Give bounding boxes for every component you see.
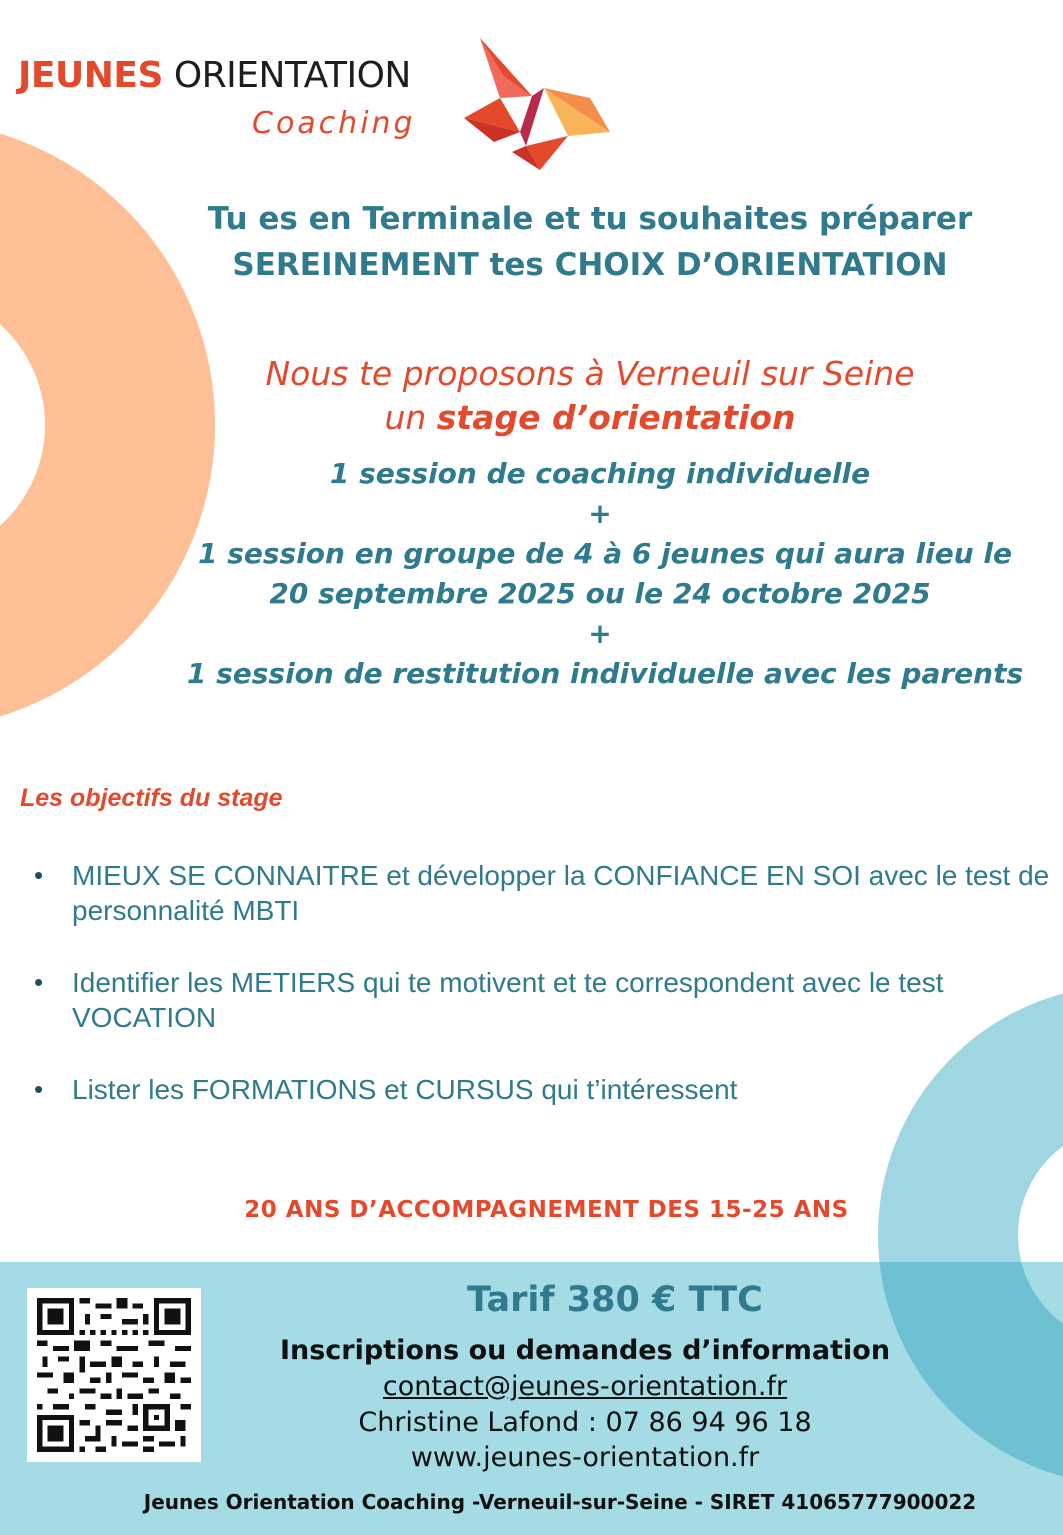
plus-2: + (588, 617, 612, 650)
objectives-title: Les objectifs du stage (20, 784, 283, 812)
headline-line2: SEREINEMENT tes CHOIX D’ORIENTATION (232, 247, 948, 283)
offer-line2 (130, 396, 1050, 440)
session-2-line2: 20 septembre 2025 ou le 24 octobre 2025 (269, 577, 931, 610)
objective-item: • MIEUX SE CONNAITRE et développer la CONFIANCE EN SOI avec le test de personnalité MBTI (30, 858, 1050, 928)
offer-line2-prefix: un (384, 398, 437, 437)
qr-code-icon[interactable] (37, 1298, 191, 1452)
session-3: 1 session de restitution individuelle avec les parents (186, 657, 1024, 690)
tagline: 20 ANS D’ACCOMPAGNEMENT DES 15-25 ANS (244, 1197, 849, 1223)
objective-item: • Identifier les METIERS qui te motivent et te correspondent avec le test VOCATION (30, 965, 1050, 1035)
email-link[interactable]: contact@jeunes-orientation.fr (382, 1371, 788, 1402)
offer-emphasis: stage d’orientation (436, 398, 796, 437)
logo-orientation: ORIENTATION (162, 55, 411, 96)
offer-line1: Nous te proposons à Verneuil sur Seine (265, 354, 915, 393)
session-2-line1: 1 session en groupe de 4 à 6 jeunes qui aura lieu le (197, 537, 1012, 570)
inscriptions-title: Inscriptions ou demandes d’information (279, 1335, 891, 1366)
logo-coaching: Coaching (252, 106, 416, 141)
butterfly-icon (460, 36, 612, 172)
headline-line1: Tu es en Terminale et tu souhaites préparer (207, 201, 973, 237)
plus-1: + (588, 497, 612, 530)
objective-item: • Lister les FORMATIONS et CURSUS qui t’intéressent (30, 1072, 1050, 1107)
email-line (250, 1369, 920, 1404)
siret-line: Jeunes Orientation Coaching -Verneuil-sur-Seine - SIRET 41065777900022 (143, 1490, 977, 1514)
phone-line: Christine Lafond : 07 86 94 96 18 (358, 1407, 812, 1438)
objectives-list (30, 858, 1050, 1144)
website-link[interactable]: www.jeunes-orientation.fr (410, 1442, 760, 1473)
logo-jeunes: JEUNES (18, 55, 163, 96)
price: Tarif 380 € TTC (467, 1280, 763, 1320)
logo-wordmark (18, 56, 411, 96)
session-1: 1 session de coaching individuelle (329, 457, 871, 490)
